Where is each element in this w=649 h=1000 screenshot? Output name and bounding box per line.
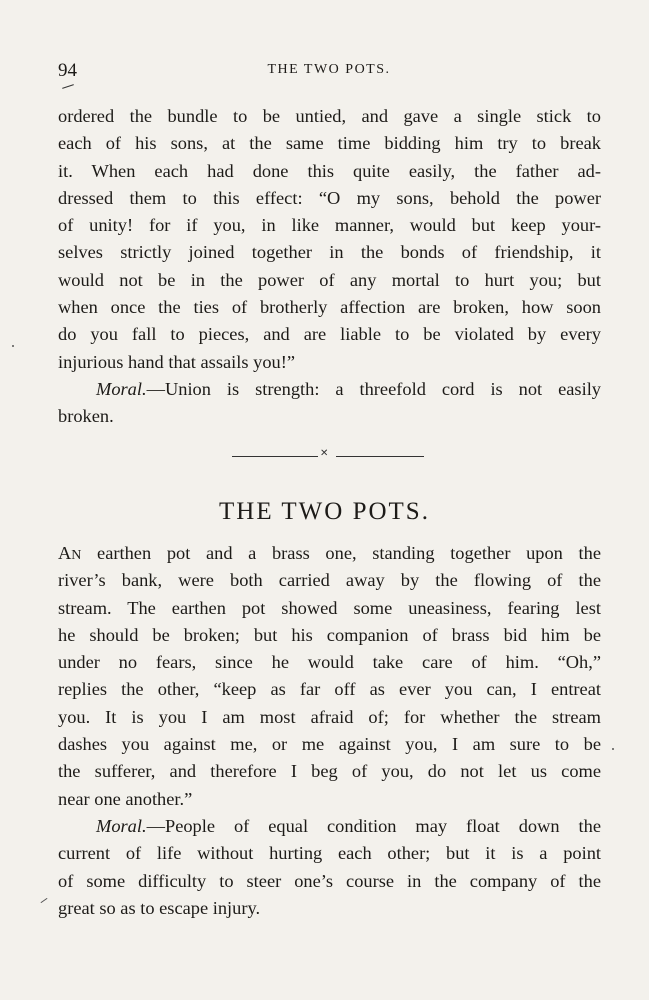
section-divider [232, 448, 424, 462]
text-line: when once the ties of brotherly affection are broken, how soon [58, 297, 601, 318]
paper-speck [12, 345, 14, 347]
paper-speck [40, 898, 47, 903]
first-letter: A [58, 543, 72, 563]
text-line: river’s bank, were both carried away by the flowing of the [58, 570, 601, 591]
first-word-rest: N [71, 548, 82, 563]
page-number: 94 [58, 60, 77, 81]
text-line: selves strictly joined together in the bonds of friendship, it [58, 242, 601, 263]
text-line: under no fears, since he would take care of him. “Oh,” [58, 652, 601, 673]
text-line: dressed them to this effect: “O my sons, behold the power [58, 187, 601, 208]
previous-fable-conclusion [58, 103, 601, 431]
first-line-text: earthen pot and a brass one, standing together upon the [81, 543, 601, 563]
text-line: stream. The earthen pot showed some uneasiness, fearing lest [58, 597, 601, 618]
text-line: replies the other, “keep as far off as ever you can, I entreat [58, 679, 601, 700]
fable-title: THE TWO POTS. [219, 498, 430, 525]
ink-mark [62, 84, 74, 89]
moral-text: —Union is strength: a threefold cord is not easily [146, 378, 601, 399]
text-line: you. It is you I am most afraid of; for whether the stream [58, 706, 601, 727]
text-line: it. When each had done this quite easily, the father ad- [58, 160, 601, 181]
moral-line: current of life without hurting each other; but it is a point [58, 843, 601, 864]
moral-line: broken. [58, 406, 114, 427]
page-header [58, 60, 600, 84]
text-line: would not be in the power of any mortal to hurt you; but [58, 269, 601, 290]
text-line: the sufferer, and therefore I beg of you, do not let us come [58, 761, 601, 782]
text-line: do you fall to pieces, and are liable to be violated by every [58, 324, 601, 345]
running-title: THE TWO POTS. [267, 62, 391, 77]
text-line: of unity! for if you, in like manner, would but keep your- [58, 215, 601, 236]
text-line: ordered the bundle to be untied, and gave a single stick to [58, 106, 601, 126]
text-line: injurious hand that assails you!” [58, 351, 295, 372]
text-line [58, 540, 601, 567]
text-line: he should be broken; but his companion of brass bid him be [58, 624, 601, 645]
paper-speck [612, 748, 614, 750]
moral-line: of some difficulty to steer one’s course in the company of the [58, 870, 601, 891]
moral-label: Moral. [96, 378, 147, 399]
moral-line [58, 376, 601, 403]
moral-line: great so as to escape injury. [58, 897, 261, 918]
text-line: dashes you against me, or me against you, I am sure to be [58, 734, 601, 755]
moral-text: —People of equal condition may float down the [146, 815, 601, 836]
fable-body [58, 540, 601, 922]
moral-line [58, 813, 601, 840]
moral-label: Moral. [96, 815, 147, 836]
ornament-icon: ✕ [320, 448, 329, 459]
text-line: each of his sons, at the same time bidding him try to break [58, 133, 601, 154]
text-line: near one another.” [58, 788, 193, 809]
